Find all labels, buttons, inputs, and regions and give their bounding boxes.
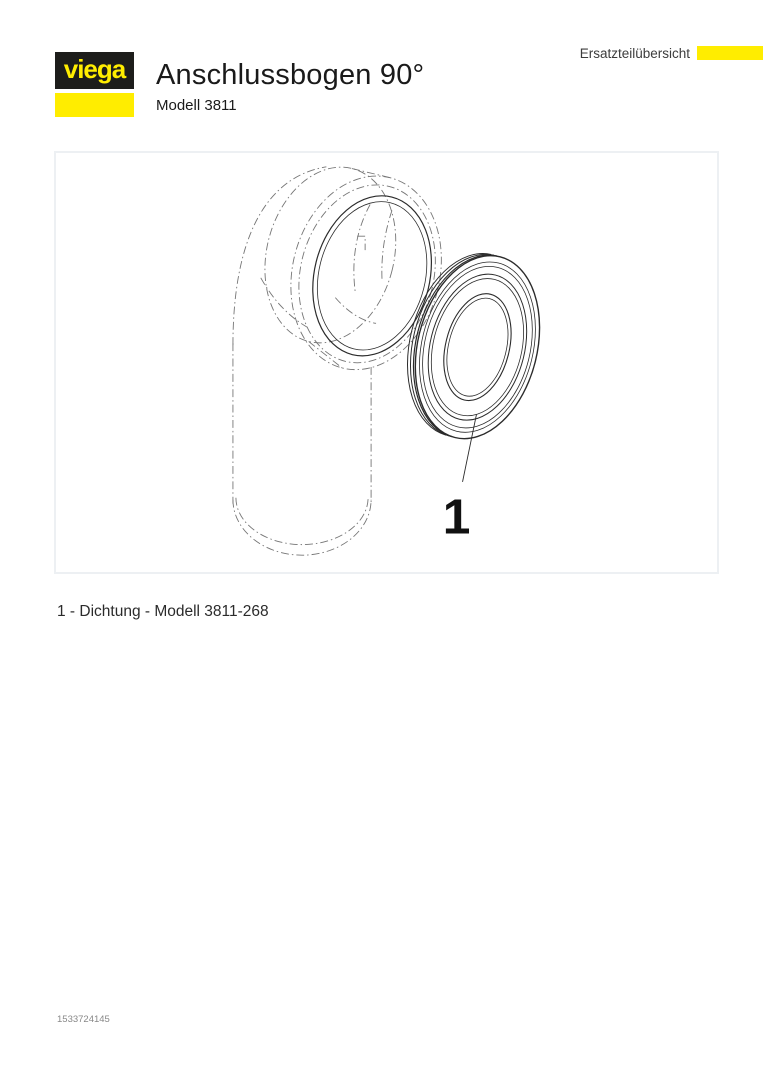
page-subtitle: Modell 3811 bbox=[156, 97, 237, 115]
viega-logo-yellow-box bbox=[55, 93, 134, 117]
part-item: 1 - Dichtung - Modell 3811-268 bbox=[57, 603, 269, 620]
drawing-frame bbox=[54, 151, 719, 574]
title-block bbox=[156, 60, 424, 114]
viega-logo bbox=[55, 52, 134, 117]
elbow-outline bbox=[233, 153, 461, 555]
callout-leader-line bbox=[463, 415, 477, 482]
yellow-highlight-bar bbox=[697, 46, 763, 60]
technical-drawing bbox=[56, 153, 717, 572]
parts-list bbox=[57, 603, 269, 621]
page-title: Anschlussbogen 90° bbox=[156, 59, 425, 91]
viega-wordmark: viega bbox=[63, 54, 126, 84]
viega-logo-black-box bbox=[55, 52, 134, 89]
gasket-part bbox=[397, 242, 558, 451]
overview-label: Ersatzteilübersicht bbox=[579, 45, 690, 61]
document-number: 1533724145 bbox=[57, 1014, 110, 1025]
overview-tag bbox=[580, 44, 763, 62]
callout-number: 1 bbox=[442, 488, 471, 545]
